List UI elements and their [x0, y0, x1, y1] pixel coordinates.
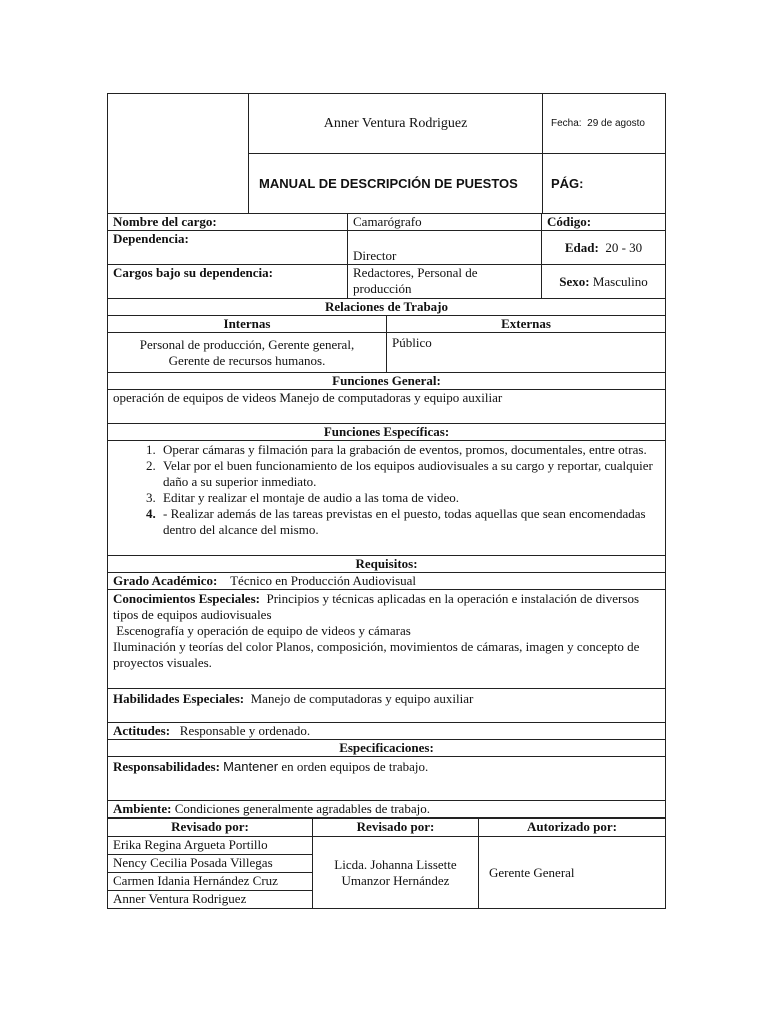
- habilidades-label: Habilidades Especiales:: [113, 691, 245, 706]
- manual-title: MANUAL DE DESCRIPCIÓN DE PUESTOS: [249, 154, 543, 214]
- requisitos-title: Requisitos:: [108, 556, 666, 573]
- author-name: Anner Ventura Rodriguez: [249, 94, 543, 154]
- grado-value: Técnico en Producción Audiovisual: [230, 573, 417, 588]
- funciones-general-value: operación de equipos de videos Manejo de computadoras y equipo auxiliar: [108, 390, 666, 424]
- funciones-especificas-table: [107, 423, 666, 556]
- edad-value: 20 - 30: [605, 239, 643, 255]
- dependencia-value: Director: [348, 231, 542, 265]
- habilidades-value: Manejo de computadoras y equipo auxiliar: [250, 691, 474, 706]
- page-label: PÁG:: [543, 154, 666, 214]
- funcion-item: [159, 506, 660, 538]
- requisitos-table: [107, 555, 666, 740]
- especificaciones-table: [107, 739, 666, 818]
- actitudes-value: Responsable y ordenado.: [179, 723, 311, 738]
- funciones-general-table: [107, 372, 666, 424]
- funciones-especificas-title: Funciones Específicas:: [108, 424, 666, 441]
- funcion-item-text: - Realizar además de las tareas previstas en el puesto, todas aquellas que sean encomendadas dentro del alcance del mismo.: [163, 506, 646, 537]
- externas-value: Público: [387, 333, 666, 373]
- revisado1-label: Revisado por:: [108, 819, 313, 837]
- habilidades-row: [108, 689, 666, 723]
- date-field: [543, 94, 666, 154]
- especificaciones-title: Especificaciones:: [108, 740, 666, 757]
- revisado2-label: Revisado por:: [313, 819, 479, 837]
- ambiente-row: [108, 801, 666, 818]
- conocimientos-line2: Escenografía y operación de equipo de videos y cámaras: [116, 623, 411, 638]
- funciones-especificas-list: [113, 442, 660, 538]
- sexo-value: Masculino: [592, 273, 648, 289]
- revisado2-value: Licda. Johanna Lissette Umanzor Hernández: [313, 837, 479, 909]
- funciones-especificas-list-cell: [108, 441, 666, 556]
- ambiente-value: Condiciones generalmente agradables de trabajo.: [174, 801, 430, 816]
- firmas-table: [107, 818, 666, 909]
- actitudes-label: Actitudes:: [113, 723, 171, 738]
- externas-label: Externas: [387, 316, 666, 333]
- conocimientos-line1: Principios y técnicas aplicadas en la operación e instalación de diversos tipos de equipos audiovisuales: [113, 591, 640, 622]
- cargo-value: Camarógrafo: [348, 214, 542, 231]
- autorizado-value: Gerente General: [479, 837, 666, 909]
- edad-label: Edad:: [564, 239, 599, 255]
- funcion-item: 3. Editar y realizar el montaje de audio a las toma de video.: [159, 490, 660, 506]
- funcion-item: 2. Velar por el buen funcionamiento de los equipos audiovisuales a su cargo y reportar, cualquier daño a su superior inmediato.: [159, 458, 660, 490]
- date-value: 29 de agosto: [587, 117, 645, 129]
- cargos-value: Redactores, Personal de producción: [348, 265, 542, 299]
- sexo-field: [542, 265, 666, 299]
- logo-cell: [108, 94, 249, 214]
- header-table: [107, 93, 666, 214]
- codigo-label: Código:: [542, 214, 666, 231]
- info-table: [107, 213, 666, 299]
- cargos-label: Cargos bajo su dependencia:: [108, 265, 348, 299]
- funcion-item: 1. Operar cámaras y filmación para la grabación de eventos, promos, documentales, entre otras.: [159, 442, 660, 458]
- relaciones-title: Relaciones de Trabajo: [108, 299, 666, 316]
- relaciones-table: [107, 298, 666, 373]
- ambiente-label: Ambiente:: [113, 801, 172, 816]
- funciones-general-title: Funciones General:: [108, 373, 666, 390]
- dependencia-label: Dependencia:: [108, 231, 348, 265]
- revisor-name: Carmen Idania Hernández Cruz: [108, 873, 313, 891]
- conocimientos-row: [108, 590, 666, 689]
- responsabilidades-label: Responsabilidades:: [113, 759, 220, 774]
- autorizado-label: Autorizado por:: [479, 819, 666, 837]
- revisor-name: Anner Ventura Rodriguez: [108, 891, 313, 909]
- revisor-name: Erika Regina Argueta Portillo: [108, 837, 313, 855]
- edad-field: [542, 231, 666, 265]
- responsabilidades-value-a: Mantener: [223, 759, 279, 774]
- revisor-name: Nency Cecilia Posada Villegas: [108, 855, 313, 873]
- actitudes-row: [108, 723, 666, 740]
- responsabilidades-value-b: en orden equipos de trabajo.: [281, 759, 429, 774]
- internas-label: Internas: [108, 316, 387, 333]
- internas-value: Personal de producción, Gerente general, Gerente de recursos humanos.: [108, 333, 387, 373]
- grado-row: [108, 573, 666, 590]
- conocimientos-label: Conocimientos Especiales:: [113, 591, 260, 606]
- responsabilidades-row: [108, 757, 666, 801]
- cargo-label: Nombre del cargo:: [108, 214, 348, 231]
- conocimientos-line3: Iluminación y teorías del color Planos, composición, movimientos de cámaras, imagen y concepto de proyectos visuales.: [113, 639, 640, 670]
- sexo-label: Sexo:: [559, 273, 590, 289]
- grado-label: Grado Académico:: [113, 573, 218, 588]
- date-label: Fecha:: [551, 117, 582, 129]
